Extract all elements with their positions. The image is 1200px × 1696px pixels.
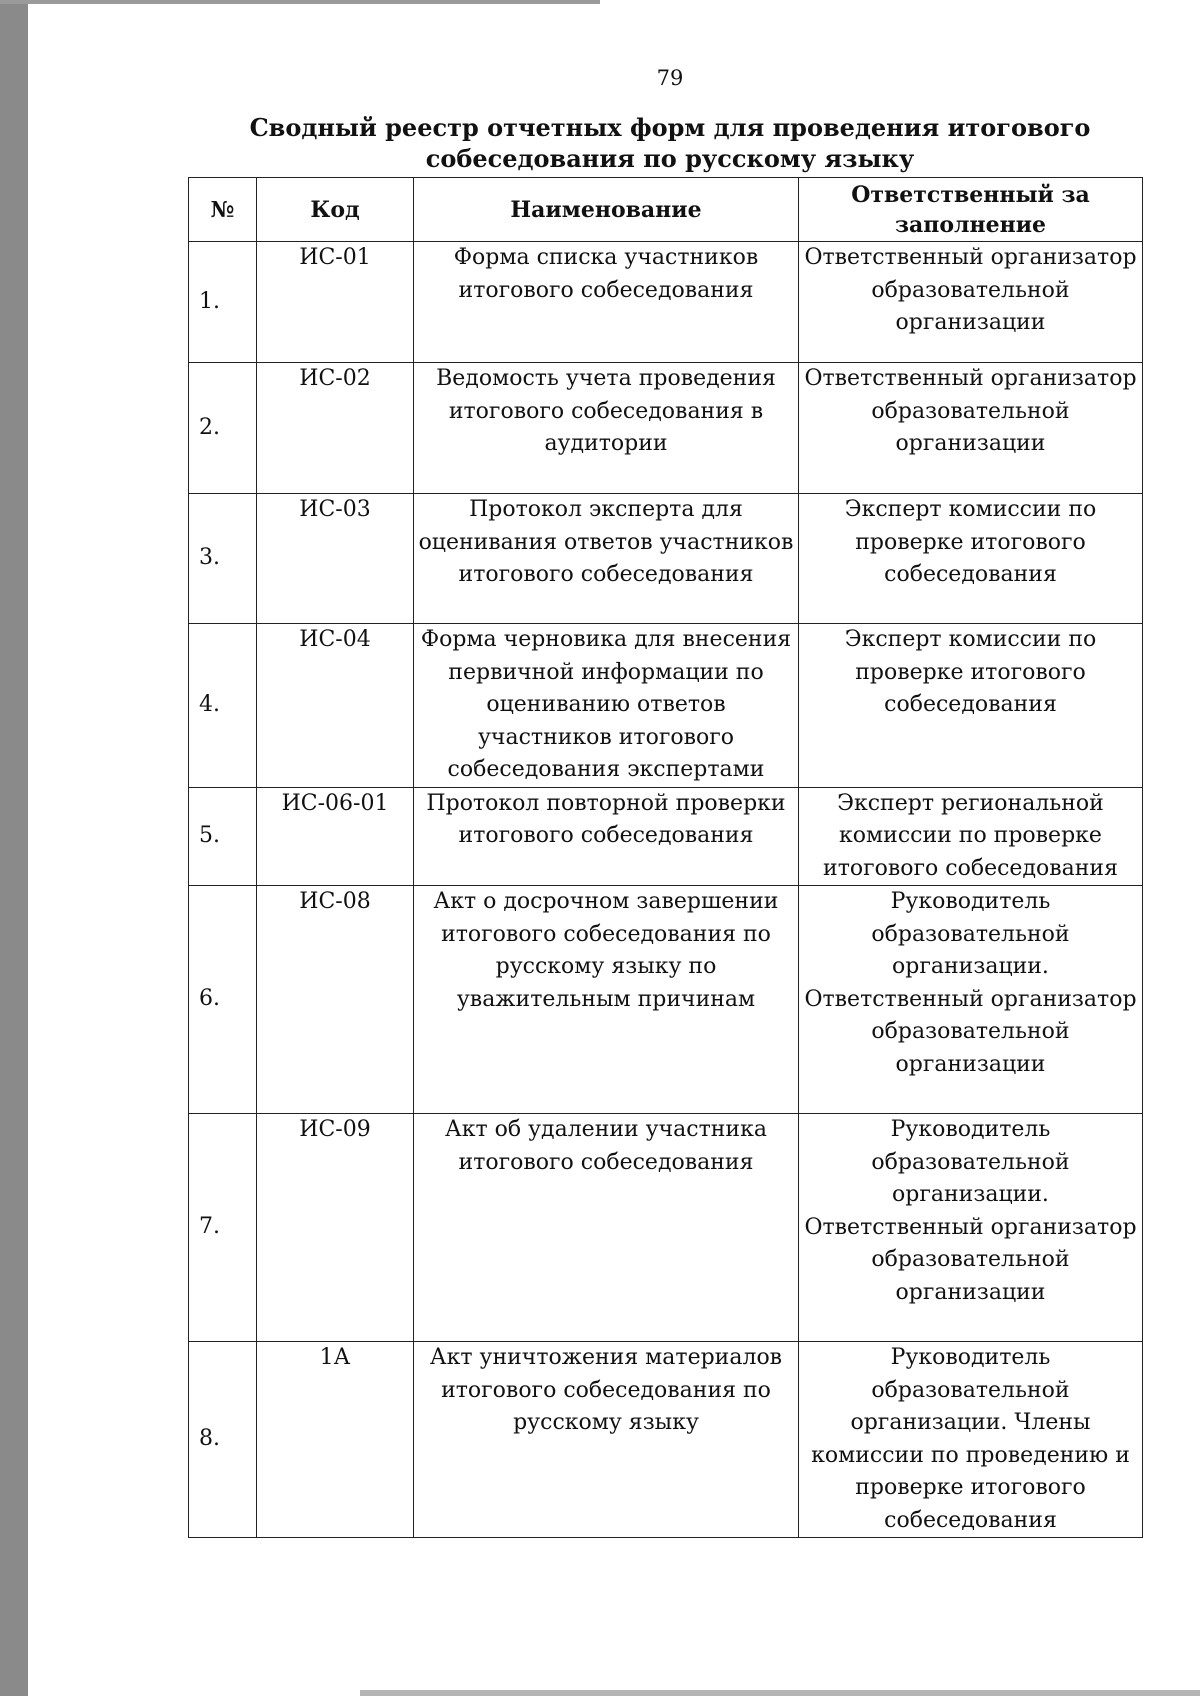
page-number: 79 xyxy=(656,66,684,90)
header-code: Код xyxy=(257,178,414,242)
row-code: ИС-06-01 xyxy=(257,787,414,886)
row-responsible: Ответственный организатор образовательной организации xyxy=(799,363,1143,494)
table-row xyxy=(189,242,1143,363)
table-row xyxy=(189,363,1143,494)
scan-edge-top xyxy=(0,0,600,4)
scan-edge-left xyxy=(0,0,28,1696)
row-num: 3. xyxy=(189,494,257,624)
table-row xyxy=(189,787,1143,886)
document-title xyxy=(0,112,1200,174)
row-num: 8. xyxy=(189,1342,257,1538)
row-name: Акт уничтожения материалов итогового собеседования по русскому языку xyxy=(414,1342,799,1538)
row-responsible: Эксперт комиссии по проверке итогового собеседования xyxy=(799,624,1143,788)
row-num: 5. xyxy=(189,787,257,886)
table-row xyxy=(189,886,1143,1114)
row-num: 7. xyxy=(189,1114,257,1342)
row-name: Форма списка участников итогового собеседования xyxy=(414,242,799,363)
row-num: 2. xyxy=(189,363,257,494)
row-responsible: Ответственный организатор образовательной организации xyxy=(799,242,1143,363)
row-name: Протокол повторной проверки итогового собеседования xyxy=(414,787,799,886)
row-num: 6. xyxy=(189,886,257,1114)
table-row xyxy=(189,494,1143,624)
table-row xyxy=(189,624,1143,788)
row-code: ИС-02 xyxy=(257,363,414,494)
row-num: 1. xyxy=(189,242,257,363)
header-num: № xyxy=(189,178,257,242)
title-line-1: Сводный реестр отчетных форм для проведения итогового xyxy=(249,113,1091,142)
row-num: 4. xyxy=(189,624,257,788)
table-row xyxy=(189,1342,1143,1538)
forms-registry-table xyxy=(188,177,1143,1538)
row-responsible: Руководитель образовательной организации. Ответственный организатор образовательной организации xyxy=(799,1114,1143,1342)
title-line-2: собеседования по русскому языку xyxy=(425,144,915,173)
row-responsible: Эксперт региональной комиссии по проверке итогового собеседования xyxy=(799,787,1143,886)
row-responsible: Руководитель образовательной организации. Ответственный организатор образовательной организации xyxy=(799,886,1143,1114)
row-code: ИС-09 xyxy=(257,1114,414,1342)
row-name: Ведомость учета проведения итогового собеседования в аудитории xyxy=(414,363,799,494)
scan-edge-bottom xyxy=(360,1690,1200,1696)
row-code: ИС-04 xyxy=(257,624,414,788)
table-header-row xyxy=(189,178,1143,242)
header-name: Наименование xyxy=(414,178,799,242)
row-responsible: Эксперт комиссии по проверке итогового собеседования xyxy=(799,494,1143,624)
row-name: Форма черновика для внесения первичной информации по оцениванию ответов участников итогового собеседования экспертами xyxy=(414,624,799,788)
row-code: ИС-01 xyxy=(257,242,414,363)
row-code: ИС-08 xyxy=(257,886,414,1114)
row-name: Акт об удалении участника итогового собеседования xyxy=(414,1114,799,1342)
row-code: 1А xyxy=(257,1342,414,1538)
table-row xyxy=(189,1114,1143,1342)
row-responsible: Руководитель образовательной организации. Члены комиссии по проведению и проверке итогового собеседования xyxy=(799,1342,1143,1538)
row-name: Протокол эксперта для оценивания ответов участников итогового собеседования xyxy=(414,494,799,624)
row-name: Акт о досрочном завершении итогового собеседования по русскому языку по уважительным причинам xyxy=(414,886,799,1114)
row-code: ИС-03 xyxy=(257,494,414,624)
header-responsible: Ответственный за заполнение xyxy=(799,178,1143,242)
